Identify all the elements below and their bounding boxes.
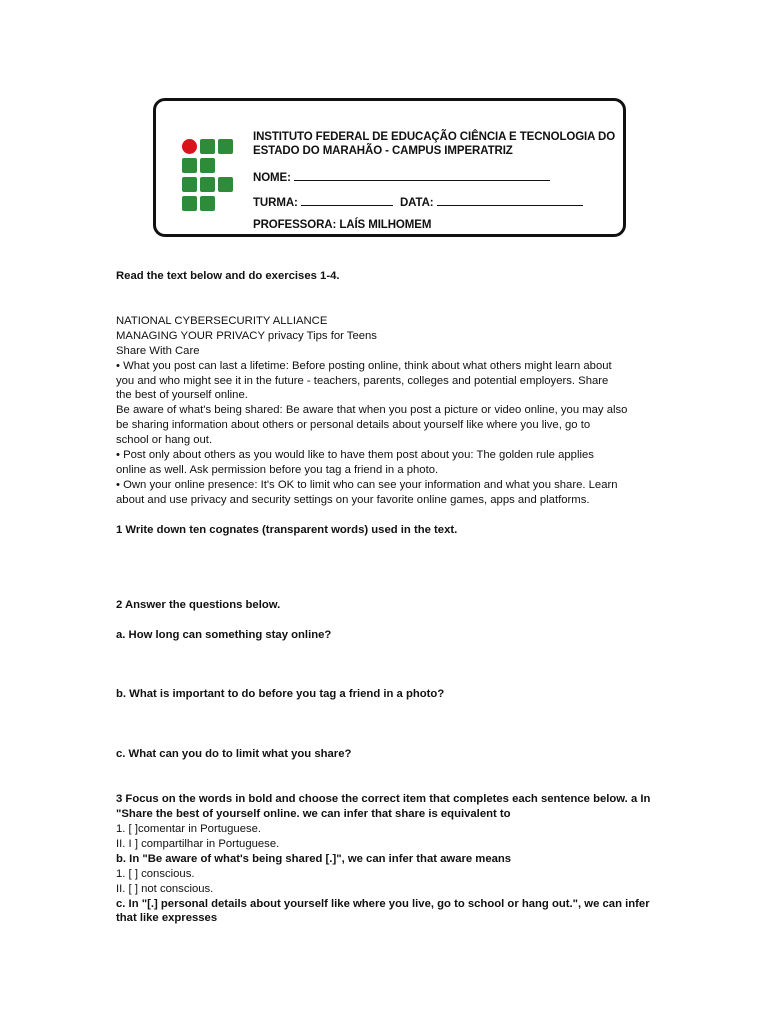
- article-subtitle: Share With Care: [116, 344, 200, 357]
- article-line: school or hang out.: [116, 434, 213, 447]
- header-box: [153, 98, 626, 237]
- question-3b-stem: b. In "Be aware of what's being shared [.]", we can infer that aware means: [116, 852, 512, 865]
- name-field[interactable]: [294, 169, 550, 181]
- logo-square: [200, 158, 215, 173]
- logo-square: [200, 177, 215, 192]
- article-title: MANAGING YOUR PRIVACY privacy Tips for Teens: [116, 329, 377, 342]
- institution-name-line2: ESTADO DO MARAHÃO - CAMPUS IMPERATRIZ: [253, 145, 513, 157]
- logo-square: [182, 177, 197, 192]
- article-line: Be aware of what's being shared: Be aware that when you post a picture or video online, you may also: [116, 404, 628, 417]
- question-3a-option-2[interactable]: II. I ] compartilhar in Portuguese.: [116, 837, 280, 850]
- logo-square: [200, 196, 215, 211]
- article-line: • Post only about others as you would like to have them post about you: The golden rule applies: [116, 449, 594, 462]
- article-line: about and use privacy and security settings on your favorite online games, apps and platforms.: [116, 493, 590, 506]
- question-3b-option-1[interactable]: 1. [ ] conscious.: [116, 867, 195, 880]
- logo-square: [218, 139, 233, 154]
- class-field[interactable]: [301, 194, 393, 206]
- teacher-name: PROFESSORA: LAÍS MILHOMEM: [253, 219, 432, 231]
- name-row: [253, 169, 550, 184]
- article-line: online as well. Ask permission before you tag a friend in a photo.: [116, 463, 439, 476]
- question-3-intro: 3 Focus on the words in bold and choose the correct item that completes each sentence below. a In: [116, 793, 651, 806]
- question-3c-stem: c. In "[.] personal details about yourself like where you live, go to school or hang out.", we can infer: [116, 897, 650, 910]
- logo-square: [200, 139, 215, 154]
- question-3a-option-1[interactable]: 1. [ ]comentar in Portuguese.: [116, 823, 262, 836]
- question-3c-stem: that like expresses: [116, 912, 218, 925]
- logo-red-circle: [182, 139, 197, 154]
- institution-logo: [182, 139, 236, 215]
- instructions: Read the text below and do exercises 1-4.: [116, 270, 340, 282]
- article-line: be sharing information about others or personal details about yourself like where you live, go to: [116, 419, 591, 432]
- question-2b: b. What is important to do before you tag a friend in a photo?: [116, 688, 445, 701]
- question-3b-option-2[interactable]: II. [ ] not conscious.: [116, 882, 214, 895]
- article-line: • Own your online presence: It's OK to limit who can see your information and what you share. Learn: [116, 478, 618, 491]
- question-3-intro: "Share the best of yourself online. we can infer that share is equivalent to: [116, 808, 511, 821]
- article-line: • What you post can last a lifetime: Before posting online, think about what others might learn about: [116, 359, 612, 372]
- logo-square: [182, 158, 197, 173]
- class-date-row: [253, 194, 583, 209]
- question-2c: c. What can you do to limit what you share?: [116, 748, 352, 761]
- article-line: the best of yourself online.: [116, 389, 248, 402]
- class-label: TURMA:: [253, 197, 298, 209]
- name-label: NOME:: [253, 172, 291, 184]
- article-source: NATIONAL CYBERSECURITY ALLIANCE: [116, 314, 328, 327]
- date-label: DATA:: [399, 197, 434, 209]
- worksheet-body: [116, 269, 656, 926]
- logo-square: [182, 196, 197, 211]
- question-1: 1 Write down ten cognates (transparent words) used in the text.: [116, 523, 458, 536]
- date-field[interactable]: [437, 194, 583, 206]
- institution-name-line1: INSTITUTO FEDERAL DE EDUCAÇÃO CIÊNCIA E TECNOLOGIA DO: [253, 131, 616, 143]
- question-2-heading: 2 Answer the questions below.: [116, 598, 281, 611]
- article-line: you and who might see it in the future - teachers, parents, colleges and potential employers. Share: [116, 374, 609, 387]
- question-2a: a. How long can something stay online?: [116, 628, 332, 641]
- logo-square: [218, 177, 233, 192]
